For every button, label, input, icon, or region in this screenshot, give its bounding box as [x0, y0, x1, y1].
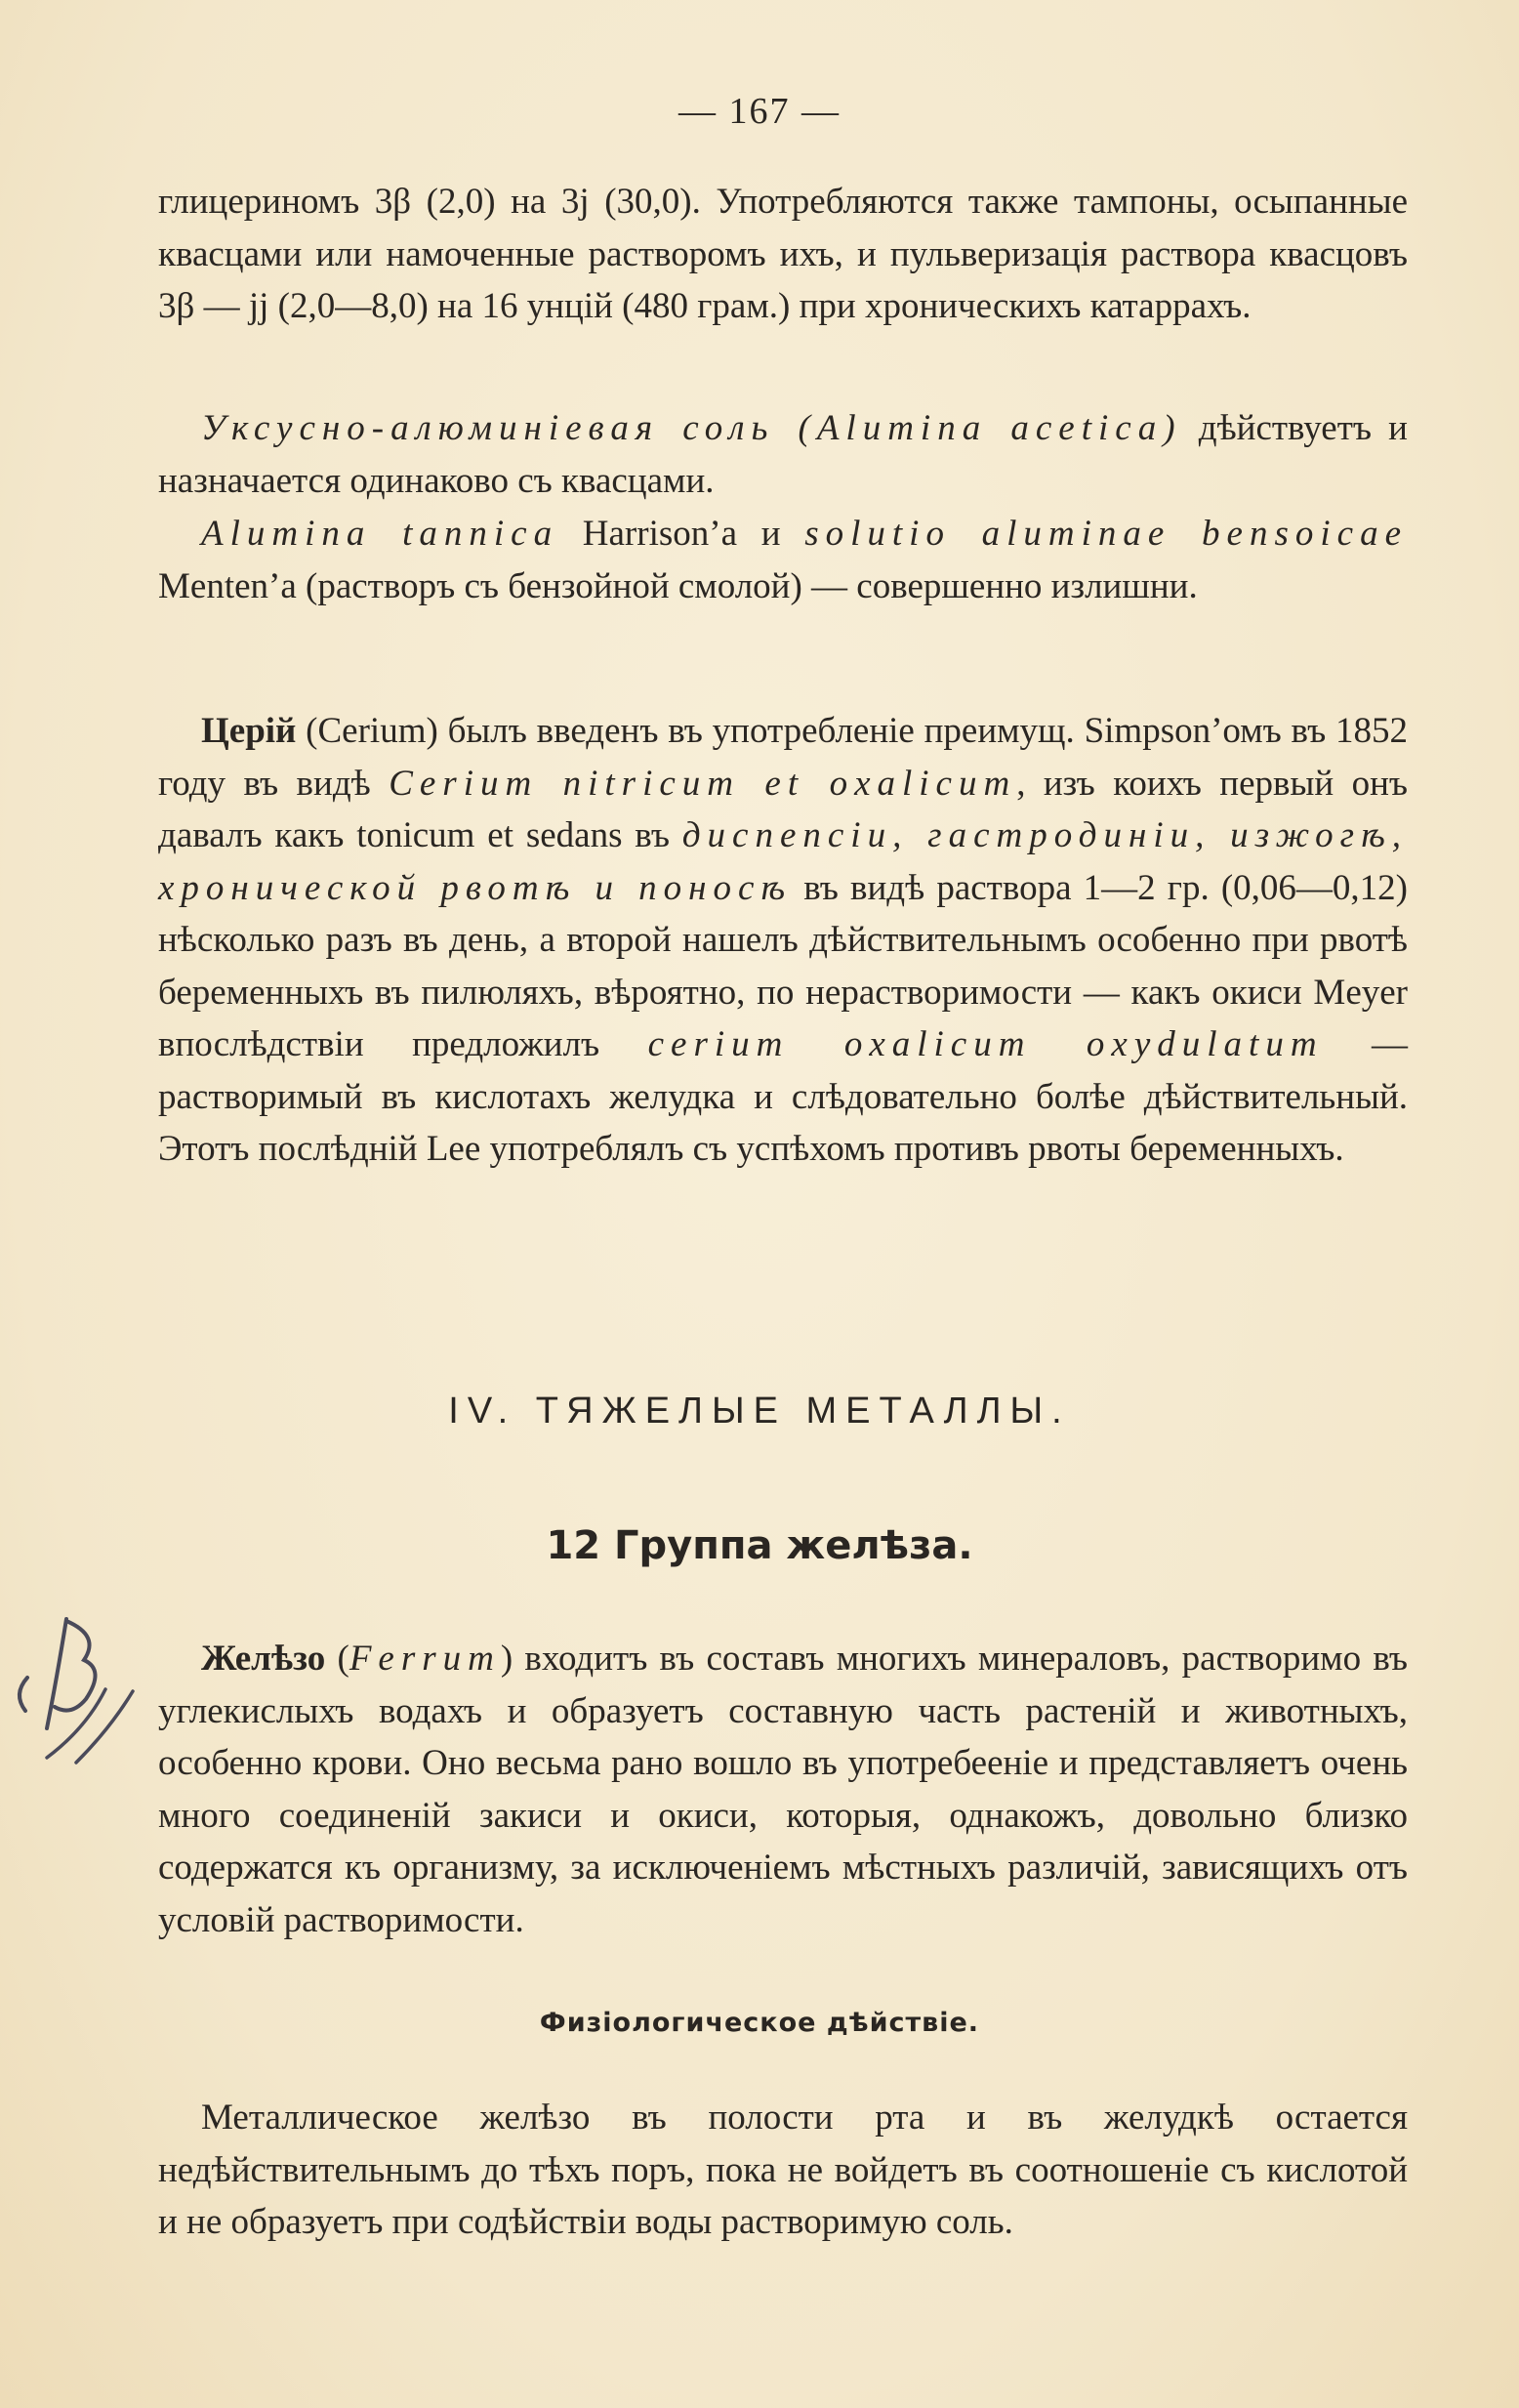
italic-term: Cerium nitricum et oxalicum	[389, 763, 1017, 804]
paragraph-text	[158, 508, 1408, 612]
paragraph-text: глицериномъ 3β (2,0) на 3j (30,0). Употребляются также тампоны, осыпанные квасцами или намоченные растворомъ ихъ, и пульверизація раствора квасцовъ 3β — jj (2,0—8,0) на 16 унцій (480 грам.) при хроническихъ катаррахъ.	[158, 182, 1408, 326]
italic-term: Уксусно-алюминіевая соль (Alumina acetica)	[201, 408, 1182, 448]
paragraph-text	[158, 402, 1408, 507]
page-number: — 167 —	[678, 91, 841, 132]
paragraph-text-rest: дѣйствуетъ и назначается одинаково съ квасцами.	[158, 408, 1408, 501]
paragraph-text-rest: Menten’a (растворъ съ бензойной смолой) — совершенно излишни.	[158, 565, 1198, 606]
paragraph-ferrum	[158, 1633, 1408, 1946]
paragraph-text	[158, 705, 1408, 1176]
italic-term: Alumina tannica	[201, 514, 559, 554]
paragraph-text-a: (Cerium) былъ введенъ въ употребленіе преимущ. Simpson’омъ въ 1852 году въ видѣ	[158, 711, 1408, 804]
paragraph-alumina-tannica	[158, 508, 1408, 612]
paragraph-alumina-acetica	[158, 402, 1408, 507]
section-heading: IV. ТЯЖЕЛЫЕ МЕТАЛЛЫ.	[448, 1391, 1071, 1432]
italic-term: cerium oxalicum oxydulatum	[647, 1024, 1324, 1064]
italic-term: solutio aluminae bensoicae	[804, 514, 1408, 554]
paragraph-text-c: въ видѣ раствора 1—2 гр. (0,06—0,12) нѣсколько разъ въ день, а второй нашелъ дѣйствительнымъ особенно при рвотѣ беременныхъ въ пилюляхъ, вѣроятно, по нерастворимости — какъ окиси Meyer впослѣдствіи предложилъ	[158, 867, 1408, 1064]
paragraph-text-b: , изъ коихъ первый онъ давалъ какъ tonicum et sedans въ	[158, 763, 1409, 855]
paragraph-text-mid: Harrison’a и	[558, 514, 805, 554]
paragraph-cerium	[158, 705, 1408, 1176]
group-heading: 12 Группа желѣза.	[546, 1523, 973, 1568]
paragraph-text: Металлическое желѣзо въ полости рта и въ желудкѣ остается недѣйствительнымъ до тѣхъ поръ, пока не войдетъ въ соотношеніе съ кислотой и не образуетъ при содѣйствіи воды растворимую соль.	[158, 2097, 1408, 2242]
italic-term: диспепсіи, гастродиніи, изжогѣ, хронической рвотѣ и поносѣ	[158, 815, 1408, 908]
paragraph-text-d: — растворимый въ кислотахъ желудка и слѣдовательно болѣе дѣйствительный. Этотъ послѣдній Lee употреблялъ съ успѣхомъ противъ рвоты беременныхъ.	[158, 1024, 1409, 1169]
handwritten-pencil-mark-icon	[8, 1601, 154, 1767]
italic-term: Ferrum	[349, 1639, 501, 1679]
paragraph-alum-glycerin	[158, 176, 1408, 333]
paragraph-text-a: (	[325, 1639, 349, 1679]
paragraph-text	[158, 1633, 1408, 1946]
paragraph-text-b: ) входитъ въ составъ многихъ минераловъ, растворимо въ углекислыхъ водахъ и образуетъ составную часть растеній и животныхъ, особенно крови. Оно весьма рано вошло въ употребееніе и представляетъ очень много соединеній закиси и окиси, которыя, однакожъ, довольно близко содержатся къ организму, за исключеніемъ мѣстныхъ различій, зависящихъ отъ условій растворимости.	[158, 1639, 1408, 1940]
subsection-heading: Физіологическое дѣйствіе.	[539, 2008, 980, 2038]
bold-term: Желѣзо	[201, 1639, 326, 1679]
paragraph-metallic-iron	[158, 2092, 1408, 2249]
bold-term: Церій	[201, 711, 297, 751]
